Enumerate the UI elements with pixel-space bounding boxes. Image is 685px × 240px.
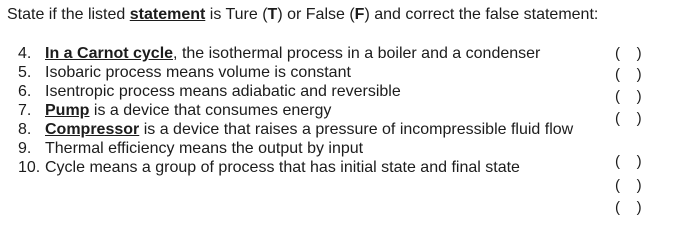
- keyword-statement: statement: [129, 6, 206, 23]
- answer-blank-7[interactable]: ( ): [615, 110, 642, 127]
- item-number: 7.: [18, 102, 32, 119]
- item-number: 9.: [18, 140, 32, 157]
- statement-text: [45, 120, 608, 139]
- answer-blank-9[interactable]: ( ): [615, 177, 642, 194]
- statement-rest: is a device that consumes energy: [89, 102, 332, 119]
- statement-rest: Isentropic process means adiabatic and reversible: [45, 83, 401, 100]
- answer-blank-10[interactable]: ( ): [615, 199, 642, 216]
- true-letter: T: [267, 6, 278, 23]
- instruction-heading: [7, 5, 598, 25]
- statement-item-10: [18, 158, 608, 177]
- item-number: 10.: [18, 159, 41, 176]
- statement-item-7: [18, 101, 608, 120]
- statement-text: [45, 158, 608, 177]
- statement-text: [45, 82, 608, 101]
- statement-item-8: [18, 120, 608, 139]
- instruction-text-part-1: State if the listed: [7, 6, 130, 23]
- item-number: 4.: [18, 45, 32, 62]
- answer-blank-8[interactable]: ( ): [615, 153, 642, 170]
- statement-rest: Isobaric process means volume is constant: [45, 64, 351, 81]
- instruction-text-part-4: ) and correct the false statement:: [364, 6, 599, 23]
- statement-rest: is a device that raises a pressure of incompressible fluid flow: [139, 121, 574, 138]
- statement-item-9: [18, 139, 608, 158]
- statement-text: [45, 139, 608, 158]
- item-number: 6.: [18, 83, 32, 100]
- instruction-text-part-2: is Ture (: [205, 6, 268, 23]
- statement-keyword: In a Carnot cycle: [45, 45, 174, 62]
- answer-blank-6[interactable]: ( ): [615, 88, 642, 105]
- statement-item-4: [18, 44, 608, 63]
- statement-text: [45, 63, 608, 82]
- statement-item-6: [18, 82, 608, 101]
- item-number: 5.: [18, 64, 32, 81]
- statement-rest: Cycle means a group of process that has initial state and final state: [45, 159, 520, 176]
- statement-list: [18, 44, 608, 177]
- answer-blank-5[interactable]: ( ): [615, 66, 642, 83]
- answer-blank-4[interactable]: ( ): [615, 45, 642, 62]
- statement-keyword: Compressor: [45, 121, 140, 138]
- statement-rest: , the isothermal process in a boiler and a condenser: [173, 45, 541, 62]
- statement-item-5: [18, 63, 608, 82]
- statement-keyword: Pump: [45, 102, 90, 119]
- statement-rest: Thermal efficiency means the output by input: [45, 140, 364, 157]
- statement-text: [45, 44, 608, 63]
- false-letter: F: [354, 6, 365, 23]
- statement-text: [45, 101, 608, 120]
- instruction-text-part-3: ) or False (: [277, 6, 355, 23]
- item-number: 8.: [18, 121, 32, 138]
